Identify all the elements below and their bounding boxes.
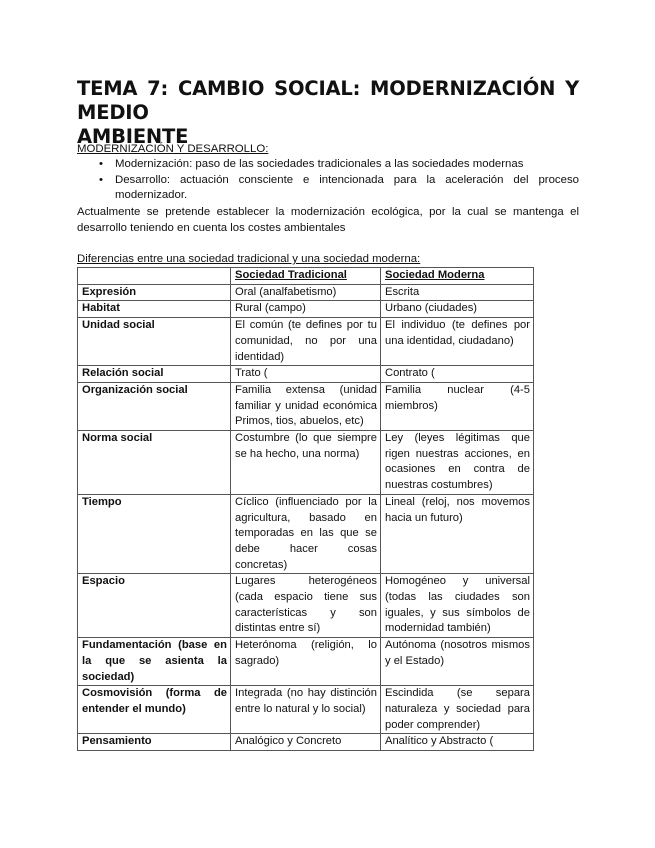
row-label: Cosmovisión (forma de entender el mundo) xyxy=(78,686,231,734)
section-heading: MODERNIZACIÓN Y DESARROLLO: xyxy=(77,143,269,155)
cell-modern: Escrita xyxy=(381,284,534,301)
row-label: Relación social xyxy=(78,366,231,383)
title-line-1: TEMA 7: CAMBIO SOCIAL: MODERNIZACIÓN Y MEDIO xyxy=(77,77,579,124)
row-label: Tiempo xyxy=(78,494,231,574)
row-label: Habitat xyxy=(78,301,231,318)
cell-modern: Escindida (se separa naturaleza y sociedad para poder comprender) xyxy=(381,686,534,734)
cell-modern: Homogéneo y universal (todas las ciudades son iguales, y sus símbolos de modernidad también) xyxy=(381,574,534,638)
header-modern: Sociedad Moderna xyxy=(381,268,534,285)
header-traditional: Sociedad Tradicional xyxy=(231,268,381,285)
table-row xyxy=(78,318,534,366)
cell-traditional: Cíclico (influenciado por la agricultura, basado en temporadas en las que se debe hacer cosas concretas) xyxy=(231,494,381,574)
table-row xyxy=(78,686,534,734)
bullet-text: Desarrollo: actuación consciente e intencionada para la aceleración del proceso modernizador. xyxy=(115,173,579,201)
cell-traditional: Analógico y Concreto xyxy=(231,734,381,751)
cell-traditional: Lugares heterogéneos (cada espacio tiene sus características y son distintas entre sí) xyxy=(231,574,381,638)
cell-traditional: Heterónoma (religión, lo sagrado) xyxy=(231,638,381,686)
cell-traditional: Familia extensa (unidad familiar y unidad económica Primos, tios, abuelos, etc) xyxy=(231,382,381,430)
cell-traditional: Integrada (no hay distinción entre lo natural y lo social) xyxy=(231,686,381,734)
row-label: Unidad social xyxy=(78,318,231,366)
page-title xyxy=(77,77,579,149)
row-label: Fundamentación (base en la que se asienta la sociedad) xyxy=(78,638,231,686)
cell-modern: Lineal (reloj, nos movemos hacia un futuro) xyxy=(381,494,534,574)
cell-modern: Familia nuclear (4-5 miembros) xyxy=(381,382,534,430)
table-row xyxy=(78,301,534,318)
row-label: Organización social xyxy=(78,382,231,430)
table-row xyxy=(78,734,534,751)
cell-modern: Ley (leyes légitimas que rigen nuestras acciones, en ocasiones en contra de nuestras costumbres) xyxy=(381,431,534,495)
table-row xyxy=(78,284,534,301)
bullet-icon: • xyxy=(99,173,103,186)
bullet-icon: • xyxy=(99,158,103,170)
intro-paragraph: Actualmente se pretende establecer la modernización ecológica, por la cual se mantenga el desarrollo teniendo en cuenta los costes ambientales xyxy=(77,206,579,234)
row-label: Espacio xyxy=(78,574,231,638)
cell-traditional: Trato ( xyxy=(231,366,381,383)
table-row xyxy=(78,382,534,430)
bullet-item xyxy=(77,173,579,204)
row-label: Norma social xyxy=(78,431,231,495)
title-line-2: AMBIENTE xyxy=(77,125,189,148)
comparison-table xyxy=(77,267,534,751)
table-row xyxy=(78,638,534,686)
cell-modern: Urbano (ciudades) xyxy=(381,301,534,318)
cell-traditional: Rural (campo) xyxy=(231,301,381,318)
row-label: Expresión xyxy=(78,284,231,301)
cell-modern: El individuo (te defines por una identidad, ciudadano) xyxy=(381,318,534,366)
bullet-list xyxy=(77,157,579,204)
row-label: Pensamiento xyxy=(78,734,231,751)
table-row xyxy=(78,366,534,383)
bullet-item xyxy=(77,157,579,173)
cell-modern: Contrato ( xyxy=(381,366,534,383)
cell-modern: Autónoma (nosotros mismos y el Estado) xyxy=(381,638,534,686)
table-header-row xyxy=(78,268,534,285)
table-row xyxy=(78,494,534,574)
bullet-text: Modernización: paso de las sociedades tradicionales a las sociedades modernas xyxy=(115,158,524,170)
table-caption: Diferencias entre una sociedad tradicional y una sociedad moderna: xyxy=(77,253,421,265)
cell-traditional: Oral (analfabetismo) xyxy=(231,284,381,301)
cell-modern: Analítico y Abstracto ( xyxy=(381,734,534,751)
cell-traditional: Costumbre (lo que siempre se ha hecho, una norma) xyxy=(231,431,381,495)
header-empty xyxy=(78,268,231,285)
cell-traditional: El común (te defines por tu comunidad, no por una identidad) xyxy=(231,318,381,366)
table-row xyxy=(78,574,534,638)
table-row xyxy=(78,431,534,495)
